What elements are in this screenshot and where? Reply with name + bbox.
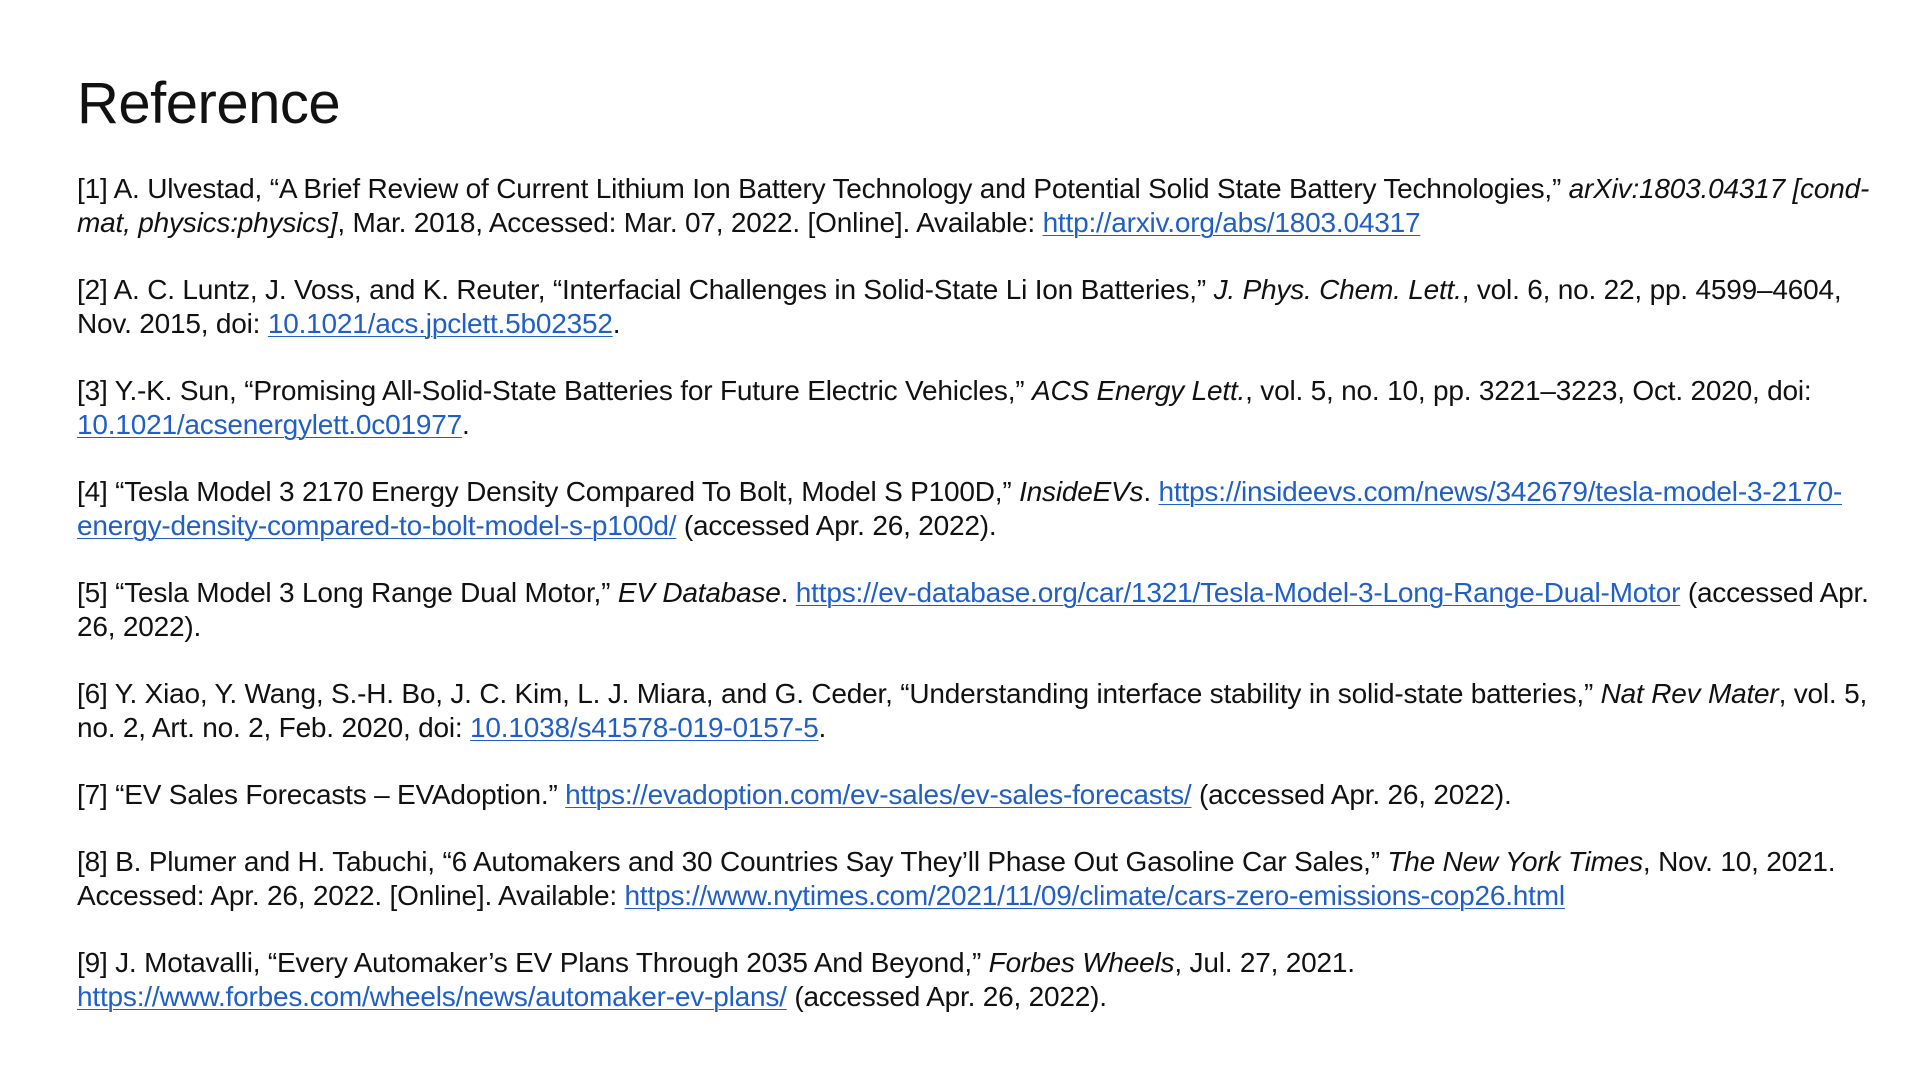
reference-tail: (accessed Apr. 26, 2022). [77, 577, 1869, 642]
reference-venue: arXiv:1803.04317 [cond-mat, physics:physics] [77, 173, 1870, 238]
reference-tail: . [612, 308, 621, 339]
reference-venue: Forbes Wheels [988, 947, 1175, 978]
reference-number: [9] [77, 947, 108, 978]
reference-authors-title: Y.-K. Sun, “Promising All-Solid-State Batteries for Future Electric Vehicles,” [114, 375, 1032, 406]
reference-venue: InsideEVs [1019, 476, 1144, 507]
reference-link[interactable]: http://arxiv.org/abs/1803.04317 [1042, 207, 1421, 238]
reference-tail: (accessed Apr. 26, 2022). [676, 510, 997, 541]
reference-number: [1] [77, 173, 108, 204]
reference-venue: ACS Energy Lett. [1032, 375, 1246, 406]
reference-number: [5] [77, 577, 108, 608]
reference-details: , Mar. 2018, Accessed: Mar. 07, 2022. [Online]. Available: [337, 207, 1043, 238]
reference-item-7 [77, 778, 1877, 812]
reference-item-6 [77, 677, 1877, 745]
reference-details: , Jul. 27, 2021. [1174, 947, 1355, 978]
reference-details: . [780, 577, 796, 608]
reference-number: [4] [77, 476, 108, 507]
reference-venue: Nat Rev Mater [1600, 678, 1779, 709]
reference-item-3 [77, 374, 1877, 442]
reference-link[interactable]: https://insideevs.com/news/342679/tesla-model-3-2170-energy-density-compared-to-bolt-model-s-p100d/ [77, 476, 1843, 541]
reference-item-9 [77, 946, 1877, 1014]
reference-item-8 [77, 845, 1877, 913]
reference-tail: . [461, 409, 470, 440]
page-title: Reference [77, 71, 341, 136]
reference-authors-title: “Tesla Model 3 Long Range Dual Motor,” [115, 577, 618, 608]
reference-link[interactable]: 10.1038/s41578-019-0157-5 [470, 712, 819, 743]
reference-authors-title: “Tesla Model 3 2170 Energy Density Compared To Bolt, Model S P100D,” [115, 476, 1020, 507]
reference-number: [2] [77, 274, 108, 305]
reference-tail: (accessed Apr. 26, 2022). [786, 981, 1107, 1012]
reference-item-1 [77, 172, 1877, 240]
reference-item-2 [77, 273, 1877, 341]
reference-venue: J. Phys. Chem. Lett. [1213, 274, 1462, 305]
reference-authors-title: J. Motavalli, “Every Automaker’s EV Plans Through 2035 And Beyond,” [115, 947, 989, 978]
reference-list [77, 172, 1877, 1047]
reference-authors-title: Y. Xiao, Y. Wang, S.-H. Bo, J. C. Kim, L. J. Miara, and G. Ceder, “Understanding interface stability in solid-state batteries,” [114, 678, 1601, 709]
reference-number: [6] [77, 678, 108, 709]
reference-link[interactable]: https://evadoption.com/ev-sales/ev-sales-forecasts/ [565, 779, 1192, 810]
reference-details: , vol. 5, no. 10, pp. 3221–3223, Oct. 2020, doi: [1245, 375, 1812, 406]
reference-link[interactable]: https://ev-database.org/car/1321/Tesla-Model-3-Long-Range-Dual-Motor [795, 577, 1681, 608]
reference-number: [3] [77, 375, 108, 406]
reference-tail: (accessed Apr. 26, 2022). [1191, 779, 1512, 810]
reference-details: . [1143, 476, 1159, 507]
reference-authors-title: “EV Sales Forecasts – EVAdoption.” [115, 779, 566, 810]
reference-details: , vol. 5, no. 2, Art. no. 2, Feb. 2020, doi: [77, 678, 1868, 743]
reference-number: [8] [77, 846, 108, 877]
reference-tail: . [818, 712, 827, 743]
reference-item-4 [77, 475, 1877, 543]
reference-number: [7] [77, 779, 108, 810]
reference-link[interactable]: https://www.nytimes.com/2021/11/09/climate/cars-zero-emissions-cop26.html [624, 880, 1565, 911]
reference-item-5 [77, 576, 1877, 644]
reference-authors-title: A. C. Luntz, J. Voss, and K. Reuter, “Interfacial Challenges in Solid-State Li Ion Batteries,” [113, 274, 1214, 305]
reference-venue: EV Database [617, 577, 781, 608]
reference-authors-title: B. Plumer and H. Tabuchi, “6 Automakers and 30 Countries Say They’ll Phase Out Gasoline Car Sales,” [115, 846, 1388, 877]
reference-venue: The New York Times [1387, 846, 1643, 877]
reference-details: , vol. 6, no. 22, pp. 4599–4604, Nov. 2015, doi: [77, 274, 1842, 339]
reference-authors-title: A. Ulvestad, “A Brief Review of Current Lithium Ion Battery Technology and Potential Solid State Battery Technologies,” [113, 173, 1569, 204]
reference-link[interactable]: 10.1021/acs.jpclett.5b02352 [267, 308, 613, 339]
reference-link[interactable]: https://www.forbes.com/wheels/news/automaker-ev-plans/ [77, 981, 787, 1012]
reference-details: , Nov. 10, 2021. Accessed: Apr. 26, 2022. [Online]. Available: [77, 846, 1836, 911]
reference-link[interactable]: 10.1021/acsenergylett.0c01977 [77, 409, 462, 440]
